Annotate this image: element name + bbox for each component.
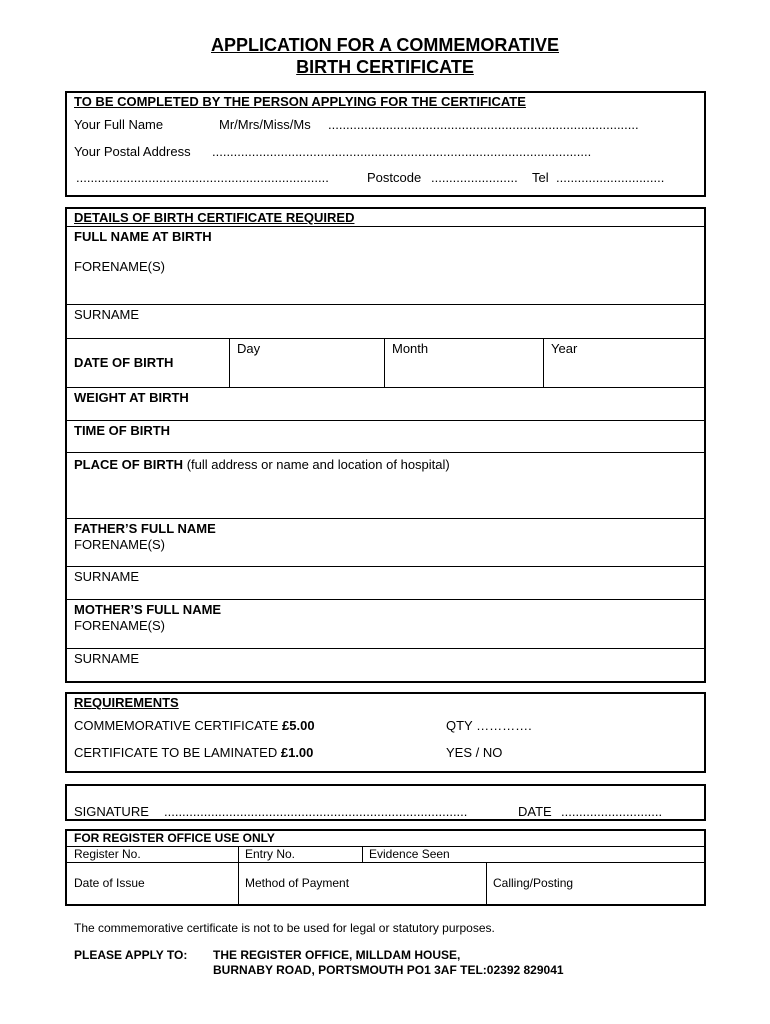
day-field-label: Day bbox=[237, 341, 261, 356]
postal-address-field[interactable]: ......................................................................................................... bbox=[212, 144, 592, 159]
signature-label: SIGNATURE bbox=[74, 804, 149, 819]
office-address-line2: BURNABY ROAD, PORTSMOUTH PO1 3AF TEL:02392 829041 bbox=[213, 963, 564, 977]
father-surname-label: SURNAME bbox=[74, 569, 140, 584]
postcode-field[interactable]: ........................ bbox=[431, 170, 518, 185]
qty-field[interactable]: QTY …………. bbox=[446, 718, 532, 733]
tel-field[interactable]: .............................. bbox=[556, 170, 665, 185]
calling-posting-label: Calling/Posting bbox=[493, 876, 574, 890]
apply-to-label: PLEASE APPLY TO: bbox=[74, 948, 188, 962]
commemorative-certificate-text: COMMEMORATIVE CERTIFICATE bbox=[74, 718, 279, 733]
laminated-text: CERTIFICATE TO BE LAMINATED bbox=[74, 745, 278, 760]
applicant-heading: TO BE COMPLETED BY THE PERSON APPLYING FOR THE CERTIFICATE bbox=[74, 94, 526, 109]
page-title-line1: APPLICATION FOR A COMMEMORATIVE bbox=[211, 35, 559, 55]
father-full-name-label: FATHER’S FULL NAME bbox=[74, 521, 216, 536]
father-forenames-label: FORENAME(S) bbox=[74, 537, 165, 552]
tel-label: Tel bbox=[532, 170, 549, 185]
laminated-label bbox=[74, 745, 313, 760]
commemorative-certificate-label bbox=[74, 718, 315, 733]
full-name-field[interactable]: ...................................................................................... bbox=[328, 117, 639, 132]
date-label: DATE bbox=[518, 804, 552, 819]
weight-at-birth-label: WEIGHT AT BIRTH bbox=[74, 390, 189, 405]
entry-no-label: Entry No. bbox=[245, 847, 296, 861]
page-title-line2: BIRTH CERTIFICATE bbox=[296, 57, 474, 77]
place-of-birth-note: (full address or name and location of hospital) bbox=[186, 457, 450, 472]
commemorative-price: £5.00 bbox=[282, 718, 315, 733]
full-name-label: Your Full Name bbox=[74, 117, 164, 132]
postcode-label: Postcode bbox=[367, 170, 422, 185]
office-address-line1: THE REGISTER OFFICE, MILLDAM HOUSE, bbox=[213, 948, 461, 962]
forenames-label: FORENAME(S) bbox=[74, 259, 165, 274]
mother-surname-label: SURNAME bbox=[74, 651, 140, 666]
date-of-birth-label: DATE OF BIRTH bbox=[74, 355, 174, 370]
legal-note: The commemorative certificate is not to be used for legal or statutory purposes. bbox=[74, 921, 495, 935]
date-field[interactable]: ............................ bbox=[561, 804, 663, 819]
year-field-label: Year bbox=[551, 341, 578, 356]
postal-address-label: Your Postal Address bbox=[74, 144, 191, 159]
title-options: Mr/Mrs/Miss/Ms bbox=[219, 117, 311, 132]
date-of-issue-label: Date of Issue bbox=[74, 876, 145, 890]
time-of-birth-label: TIME OF BIRTH bbox=[74, 423, 171, 438]
postal-address-line2-field[interactable]: ...................................................................... bbox=[76, 170, 329, 185]
full-name-at-birth-label: FULL NAME AT BIRTH bbox=[74, 229, 212, 244]
place-of-birth-label bbox=[74, 457, 450, 472]
month-field-label: Month bbox=[392, 341, 429, 356]
register-no-label: Register No. bbox=[74, 847, 141, 861]
evidence-seen-label: Evidence Seen bbox=[369, 847, 450, 861]
office-use-heading: FOR REGISTER OFFICE USE ONLY bbox=[74, 831, 275, 845]
mother-full-name-label: MOTHER’S FULL NAME bbox=[74, 602, 222, 617]
signature-field[interactable]: .................................................................................... bbox=[164, 804, 468, 819]
surname-label: SURNAME bbox=[74, 307, 140, 322]
laminated-price: £1.00 bbox=[280, 745, 314, 760]
laminated-yes-no[interactable]: YES / NO bbox=[446, 745, 503, 760]
mother-forenames-label: FORENAME(S) bbox=[74, 618, 165, 633]
place-of-birth-title: PLACE OF BIRTH bbox=[74, 457, 184, 472]
requirements-heading: REQUIREMENTS bbox=[74, 695, 179, 710]
details-heading: DETAILS OF BIRTH CERTIFICATE REQUIRED bbox=[74, 210, 355, 225]
method-of-payment-label: Method of Payment bbox=[245, 876, 350, 890]
